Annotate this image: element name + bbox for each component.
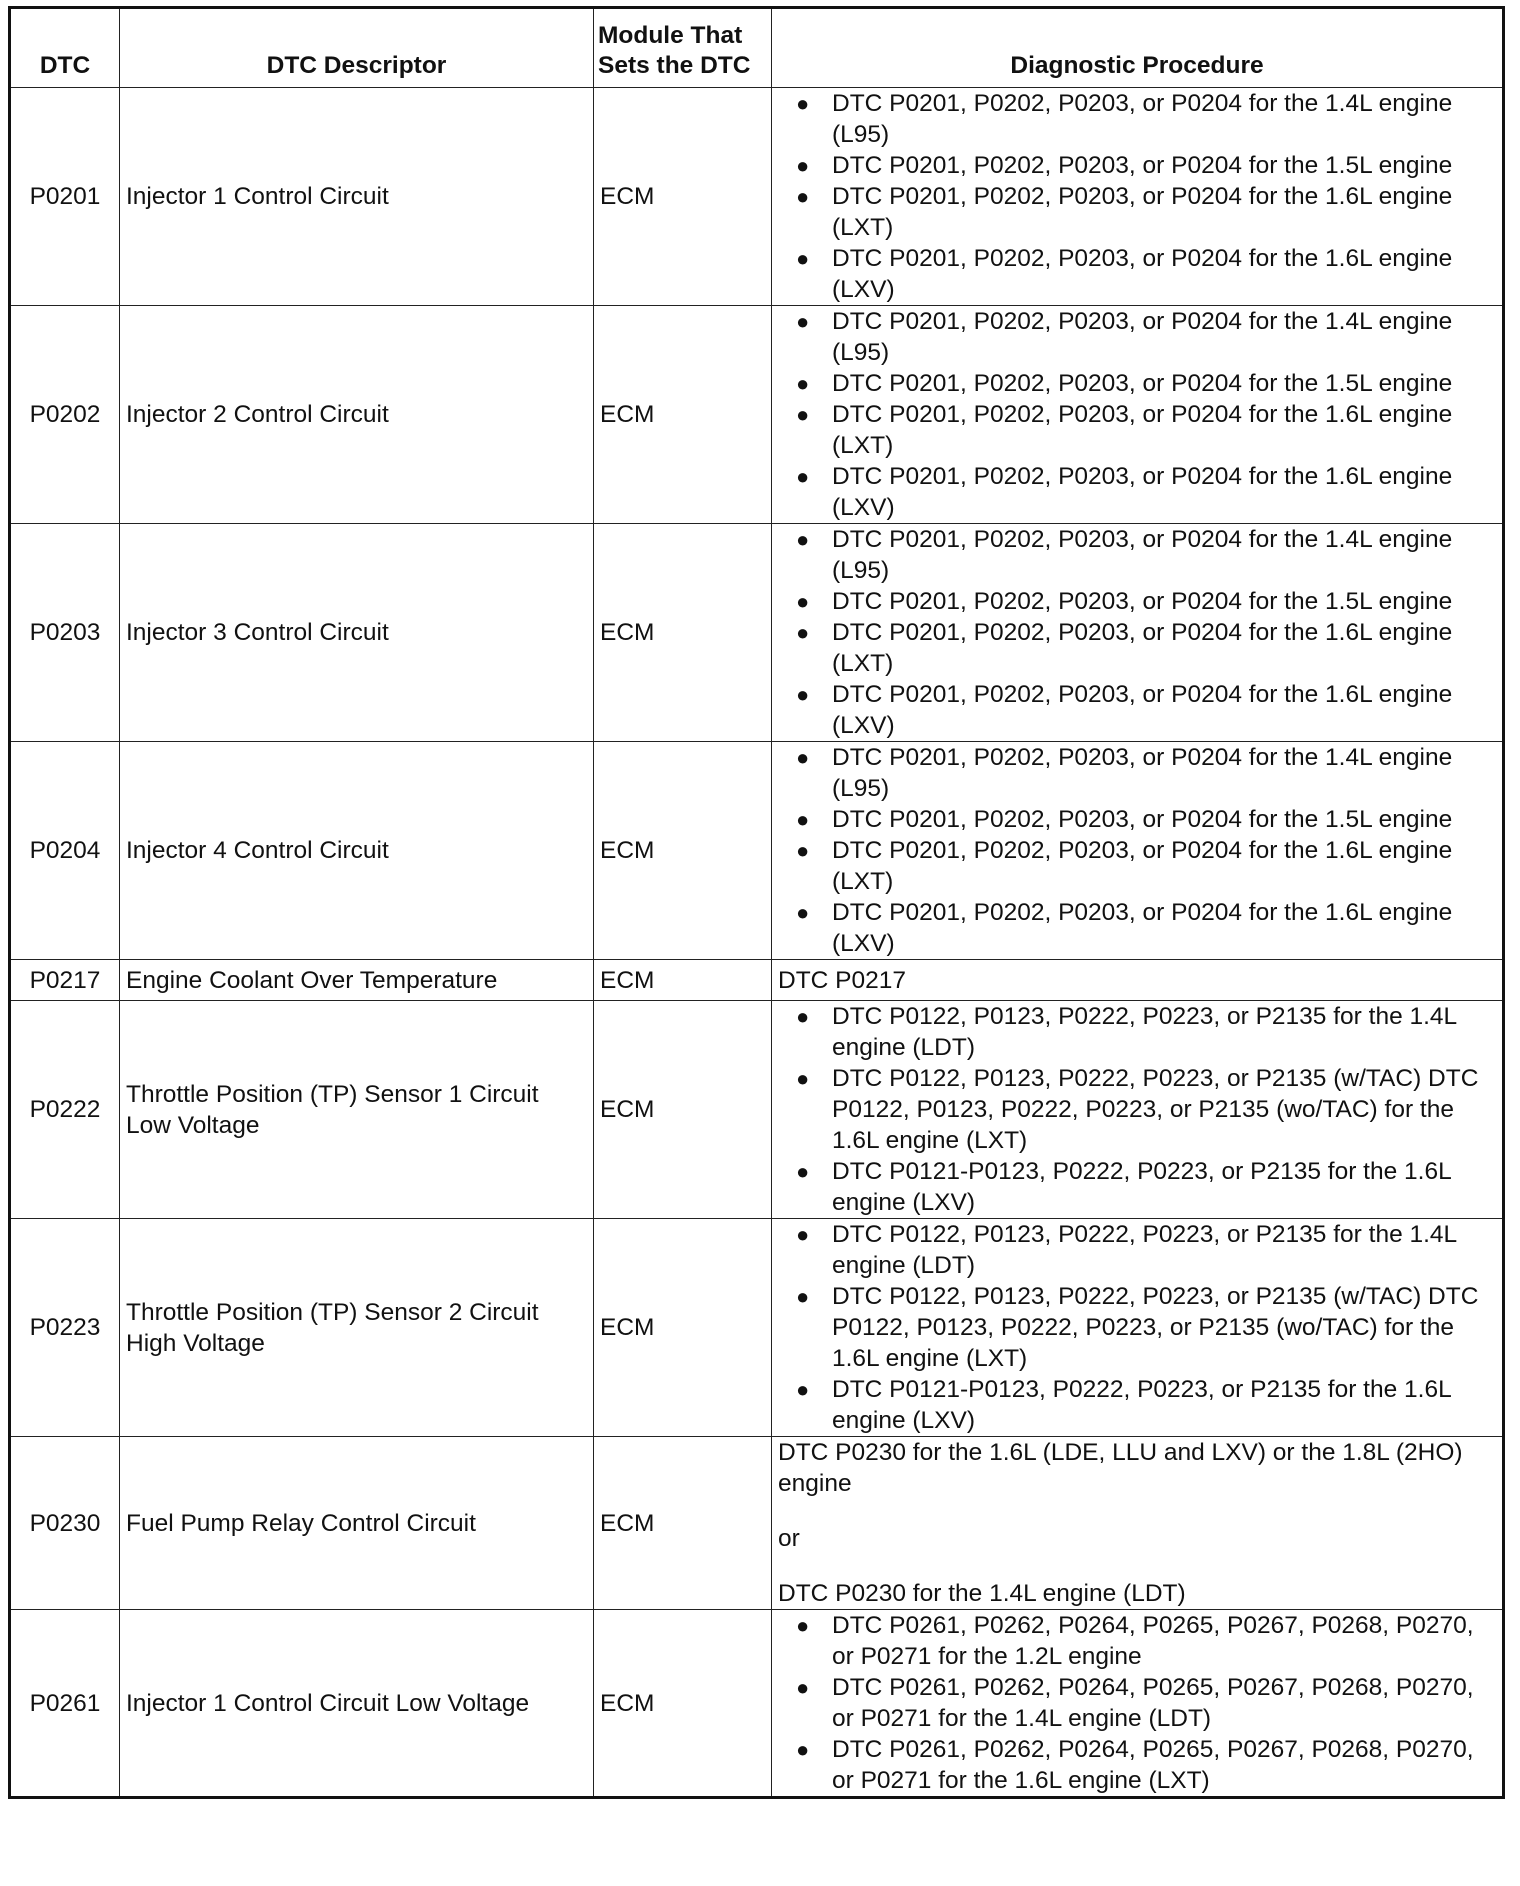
procedure-item — [778, 306, 1496, 368]
procedure-item-text: DTC P0201, P0202, P0203, or P0204 for the 1.4L engine (L95) — [832, 90, 1453, 148]
dtc-descriptor: Injector 1 Control Circuit — [120, 88, 594, 306]
procedure-list — [778, 742, 1496, 959]
procedure-item — [778, 1063, 1496, 1156]
procedure-item-text: DTC P0201, P0202, P0203, or P0204 for the 1.4L engine (L95) — [832, 744, 1453, 802]
procedure-list — [778, 88, 1496, 305]
procedure-item — [778, 524, 1496, 586]
procedure-item — [778, 835, 1496, 897]
bullet-icon: ● — [796, 1159, 810, 1184]
dtc-code: P0217 — [10, 960, 120, 1001]
procedure-item — [778, 679, 1496, 741]
diagnostic-procedure — [772, 1001, 1504, 1219]
bullet-icon: ● — [796, 527, 810, 552]
procedure-line: DTC P0230 for the 1.6L (LDE, LLU and LXV) or the 1.8L (2HO) engine — [778, 1439, 1463, 1497]
procedure-item — [778, 617, 1496, 679]
header-row — [10, 8, 1504, 88]
dtc-code: P0230 — [10, 1437, 120, 1610]
procedure-line: or — [778, 1525, 800, 1552]
procedure-list — [778, 1219, 1496, 1436]
dtc-code: P0261 — [10, 1610, 120, 1798]
procedure-item-text: DTC P0201, P0202, P0203, or P0204 for the 1.6L engine (LXV) — [832, 463, 1453, 521]
procedure-item-text: DTC P0201, P0202, P0203, or P0204 for the 1.5L engine — [832, 588, 1453, 615]
procedure-item-text: DTC P0201, P0202, P0203, or P0204 for the 1.6L engine (LXT) — [832, 183, 1453, 241]
procedure-list — [778, 306, 1496, 523]
procedure-line: DTC P0230 for the 1.4L engine (LDT) — [778, 1580, 1186, 1607]
header-procedure: Diagnostic Procedure — [772, 8, 1504, 88]
procedure-item — [778, 1219, 1496, 1281]
table-body — [10, 88, 1504, 1798]
bullet-icon: ● — [796, 1004, 810, 1029]
procedure-item — [778, 586, 1496, 617]
bullet-icon: ● — [796, 682, 810, 707]
procedure-item-text: DTC P0201, P0202, P0203, or P0204 for the 1.5L engine — [832, 152, 1453, 179]
procedure-item-text: DTC P0261, P0262, P0264, P0265, P0267, P0268, P0270, or P0271 for the 1.6L engine (LXT) — [832, 1736, 1474, 1794]
procedure-item — [778, 804, 1496, 835]
bullet-icon: ● — [796, 745, 810, 770]
bullet-icon: ● — [796, 309, 810, 334]
procedure-item-text: DTC P0201, P0202, P0203, or P0204 for the 1.6L engine (LXV) — [832, 681, 1453, 739]
procedure-item-text: DTC P0261, P0262, P0264, P0265, P0267, P0268, P0270, or P0271 for the 1.2L engine — [832, 1612, 1474, 1670]
dtc-module: ECM — [594, 1437, 772, 1610]
table-row — [10, 306, 1504, 524]
table-row — [10, 88, 1504, 306]
dtc-table — [8, 6, 1505, 1799]
procedure-item — [778, 88, 1496, 150]
procedure-item — [778, 1374, 1496, 1436]
procedure-item — [778, 1281, 1496, 1374]
dtc-code: P0204 — [10, 742, 120, 960]
procedure-item-text: DTC P0122, P0123, P0222, P0223, or P2135 (w/TAC) DTC P0122, P0123, P0222, P0223, or P2135 (wo/TAC) for the 1.6L engine (LXT) — [832, 1283, 1479, 1372]
bullet-icon: ● — [796, 838, 810, 863]
bullet-icon: ● — [796, 807, 810, 832]
table-row — [10, 1437, 1504, 1610]
dtc-code: P0201 — [10, 88, 120, 306]
dtc-module: ECM — [594, 524, 772, 742]
line-gap — [778, 1554, 1496, 1578]
bullet-icon: ● — [796, 246, 810, 271]
table-row — [10, 742, 1504, 960]
bullet-icon: ● — [796, 91, 810, 116]
bullet-icon: ● — [796, 371, 810, 396]
procedure-item — [778, 243, 1496, 305]
line-gap — [778, 1499, 1496, 1523]
procedure-item-text: DTC P0121-P0123, P0222, P0223, or P2135 for the 1.6L engine (LXV) — [832, 1376, 1451, 1434]
dtc-descriptor: Throttle Position (TP) Sensor 2 Circuit High Voltage — [120, 1219, 594, 1437]
procedure-item — [778, 1156, 1496, 1218]
procedure-list — [778, 1001, 1496, 1218]
procedure-item — [778, 181, 1496, 243]
procedure-item-text: DTC P0122, P0123, P0222, P0223, or P2135 for the 1.4L engine (LDT) — [832, 1221, 1457, 1279]
header-module-line1: Module That — [598, 22, 743, 49]
table-row — [10, 1610, 1504, 1798]
diagnostic-procedure — [772, 1437, 1504, 1610]
bullet-icon: ● — [796, 1284, 810, 1309]
dtc-module: ECM — [594, 960, 772, 1001]
dtc-module: ECM — [594, 1219, 772, 1437]
bullet-icon: ● — [796, 1377, 810, 1402]
dtc-descriptor: Fuel Pump Relay Control Circuit — [120, 1437, 594, 1610]
dtc-code: P0222 — [10, 1001, 120, 1219]
dtc-code: P0202 — [10, 306, 120, 524]
dtc-module: ECM — [594, 1610, 772, 1798]
table-row — [10, 960, 1504, 1001]
procedure-item-text: DTC P0261, P0262, P0264, P0265, P0267, P0268, P0270, or P0271 for the 1.4L engine (LDT) — [832, 1674, 1474, 1732]
bullet-icon: ● — [796, 1222, 810, 1247]
procedure-item-text: DTC P0122, P0123, P0222, P0223, or P2135 for the 1.4L engine (LDT) — [832, 1003, 1457, 1061]
procedure-item — [778, 399, 1496, 461]
procedure-item — [778, 1001, 1496, 1063]
procedure-item — [778, 897, 1496, 959]
procedure-item-text: DTC P0201, P0202, P0203, or P0204 for the 1.6L engine (LXV) — [832, 245, 1453, 303]
procedure-item — [778, 150, 1496, 181]
dtc-descriptor: Injector 4 Control Circuit — [120, 742, 594, 960]
procedure-item-text: DTC P0201, P0202, P0203, or P0204 for the 1.4L engine (L95) — [832, 308, 1453, 366]
bullet-icon: ● — [796, 589, 810, 614]
dtc-descriptor: Injector 1 Control Circuit Low Voltage — [120, 1610, 594, 1798]
diagnostic-procedure — [772, 524, 1504, 742]
dtc-module: ECM — [594, 742, 772, 960]
bullet-icon: ● — [796, 402, 810, 427]
procedure-item-text: DTC P0201, P0202, P0203, or P0204 for the 1.4L engine (L95) — [832, 526, 1453, 584]
bullet-icon: ● — [796, 900, 810, 925]
dtc-descriptor: Throttle Position (TP) Sensor 1 Circuit Low Voltage — [120, 1001, 594, 1219]
procedure-item-text: DTC P0121-P0123, P0222, P0223, or P2135 for the 1.6L engine (LXV) — [832, 1158, 1451, 1216]
table-row — [10, 1219, 1504, 1437]
procedure-list — [778, 1610, 1496, 1796]
procedure-item-text: DTC P0122, P0123, P0222, P0223, or P2135 (w/TAC) DTC P0122, P0123, P0222, P0223, or P2135 (wo/TAC) for the 1.6L engine (LXT) — [832, 1065, 1479, 1154]
diagnostic-procedure — [772, 88, 1504, 306]
table-row — [10, 1001, 1504, 1219]
bullet-icon: ● — [796, 464, 810, 489]
procedure-item — [778, 742, 1496, 804]
bullet-icon: ● — [796, 153, 810, 178]
procedure-item-text: DTC P0201, P0202, P0203, or P0204 for the 1.5L engine — [832, 370, 1453, 397]
table-row — [10, 524, 1504, 742]
procedure-item — [778, 461, 1496, 523]
procedure-item — [778, 1734, 1496, 1796]
procedure-item-text: DTC P0201, P0202, P0203, or P0204 for the 1.6L engine (LXT) — [832, 619, 1453, 677]
header-dtc: DTC — [10, 8, 120, 88]
dtc-module: ECM — [594, 88, 772, 306]
procedure-item — [778, 368, 1496, 399]
header-module — [594, 8, 772, 88]
procedure-item-text: DTC P0201, P0202, P0203, or P0204 for the 1.6L engine (LXT) — [832, 837, 1453, 895]
diagnostic-procedure — [772, 1610, 1504, 1798]
diagnostic-procedure: DTC P0217 — [772, 960, 1504, 1001]
dtc-descriptor: Injector 3 Control Circuit — [120, 524, 594, 742]
bullet-icon: ● — [796, 1737, 810, 1762]
dtc-module: ECM — [594, 1001, 772, 1219]
diagnostic-procedure — [772, 306, 1504, 524]
dtc-code: P0203 — [10, 524, 120, 742]
diagnostic-procedure — [772, 1219, 1504, 1437]
bullet-icon: ● — [796, 1613, 810, 1638]
procedure-item-text: DTC P0201, P0202, P0203, or P0204 for the 1.5L engine — [832, 806, 1453, 833]
dtc-descriptor: Engine Coolant Over Temperature — [120, 960, 594, 1001]
bullet-icon: ● — [796, 184, 810, 209]
bullet-icon: ● — [796, 1066, 810, 1091]
diagnostic-procedure — [772, 742, 1504, 960]
bullet-icon: ● — [796, 1675, 810, 1700]
dtc-descriptor: Injector 2 Control Circuit — [120, 306, 594, 524]
procedure-item — [778, 1610, 1496, 1672]
procedure-item — [778, 1672, 1496, 1734]
procedure-item-text: DTC P0201, P0202, P0203, or P0204 for the 1.6L engine (LXT) — [832, 401, 1453, 459]
header-descriptor: DTC Descriptor — [120, 8, 594, 88]
procedure-list — [778, 524, 1496, 741]
dtc-code: P0223 — [10, 1219, 120, 1437]
procedure-item-text: DTC P0201, P0202, P0203, or P0204 for the 1.6L engine (LXV) — [832, 899, 1453, 957]
dtc-module: ECM — [594, 306, 772, 524]
header-module-line2: Sets the DTC — [598, 52, 751, 79]
bullet-icon: ● — [796, 620, 810, 645]
